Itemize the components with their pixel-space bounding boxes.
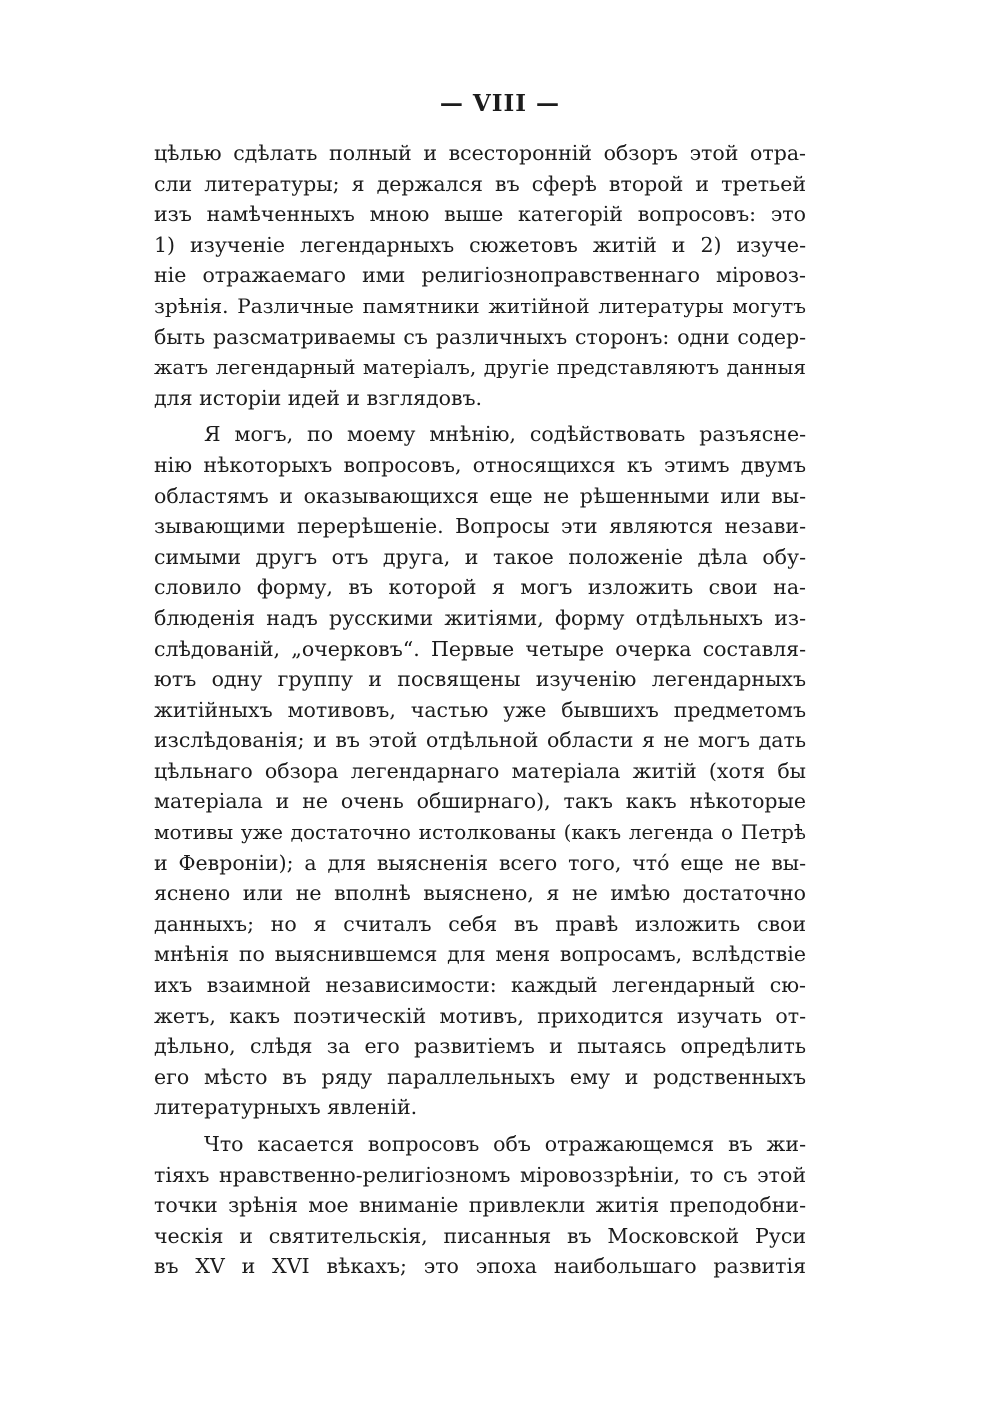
text-line: блюденія надъ русскими житіями, форму отдѣльныхъ из- — [154, 605, 806, 630]
text-line: въ XV и XVI вѣкахъ; это эпоха наибольшаго развитія — [154, 1254, 806, 1279]
text-line: тіяхъ нравственно-религіозномъ міровоззрѣніи, то съ этой — [154, 1162, 806, 1187]
text-line: мотивы уже достаточно истолкованы (какъ легенда о Петрѣ — [154, 820, 806, 845]
text-line: его мѣсто въ ряду параллельныхъ ему и родственныхъ — [154, 1064, 806, 1089]
text-line: литературныхъ явленій. — [154, 1095, 418, 1120]
text-line: словило форму, въ которой я могъ изложить свои на- — [154, 575, 806, 600]
text-line: Я могъ, по моему мнѣнію, содѣйствовать разъясне- — [204, 422, 806, 447]
text-line: нію нѣкоторыхъ вопросовъ, относящихся къ этимъ двумъ — [154, 452, 806, 477]
text-line: симыми другъ отъ друга, и такое положеніе дѣла обу- — [154, 544, 806, 569]
text-line: областямъ и оказывающихся еще не рѣшенными или вы- — [154, 483, 806, 508]
text-line: быть разсматриваемы съ различныхъ сторонъ: одни содер- — [154, 324, 806, 349]
page-number: — VIII — — [439, 90, 561, 117]
text-line: жатъ легендарный матеріалъ, другіе представляютъ данныя — [154, 355, 806, 380]
text-line: мнѣнія по выяснившемся для меня вопросамъ, вслѣдствіе — [154, 942, 806, 967]
text-line: ихъ взаимной независимости: каждый легендарный сю- — [154, 973, 806, 998]
text-line: матеріала и не очень обширнаго), такъ какъ нѣкоторые — [154, 789, 806, 814]
text-line: данныхъ; но я считалъ себя въ правѣ изложить свои — [154, 911, 806, 936]
paragraph-2 — [154, 419, 806, 1123]
text-line: Что касается вопросовъ объ отражающемся въ жи- — [204, 1132, 806, 1156]
text-line: для исторіи идей и взглядовъ. — [154, 385, 483, 410]
text-line: дѣльно, слѣдя за его развитіемъ и пытаясь опредѣлить — [154, 1034, 806, 1059]
text-line: житійныхъ мотивовъ, частью уже бывшихъ предметомъ — [154, 697, 806, 722]
text-line: точки зрѣнія мое вниманіе привлекли житія преподобни- — [154, 1193, 806, 1218]
body-text — [154, 138, 806, 1282]
text-line: 1) изученіе легендарныхъ сюжетовъ житій и 2) изуче- — [154, 232, 806, 257]
paragraph-3 — [154, 1129, 806, 1282]
text-line: цѣлью сдѣлать полный и всесторонній обзоръ этой отра- — [154, 141, 806, 165]
text-line: ніе отражаемаго ими религіозноправственнаго міровоз- — [154, 263, 806, 288]
text-line: ческія и святительскія, писанныя въ Московской Руси — [154, 1223, 806, 1248]
text-line: сли литературы; я держался въ сферѣ второй и третьей — [154, 171, 806, 196]
text-line: цѣльнаго обзора легендарнаго матеріала житій (хотя бы — [154, 758, 806, 783]
text-line: зывающими перерѣшеніе. Вопросы эти являются незави- — [154, 514, 806, 539]
text-line: ютъ одну группу и посвящены изученію легендарныхъ — [154, 667, 806, 692]
text-line: слѣдованій, „очерковъ“. Первые четыре очерка составля- — [154, 636, 806, 661]
text-line: яснено или не вполнѣ выяснено, я не имѣю достаточно — [154, 881, 806, 906]
text-line: жетъ, какъ поэтическій мотивъ, приходится изучать от- — [154, 1003, 806, 1028]
text-line: и Февроніи); а для выясненія всего того, что́ еще не вы- — [154, 850, 806, 875]
text-line: изслѣдованія; и въ этой отдѣльной области я не могъ дать — [154, 728, 806, 753]
paragraph-1 — [154, 138, 806, 413]
text-line: зрѣнія. Различные памятники житійной литературы могутъ — [154, 293, 806, 318]
text-line: изъ намѣченныхъ мною выше категорій вопросовъ: это — [154, 202, 806, 227]
